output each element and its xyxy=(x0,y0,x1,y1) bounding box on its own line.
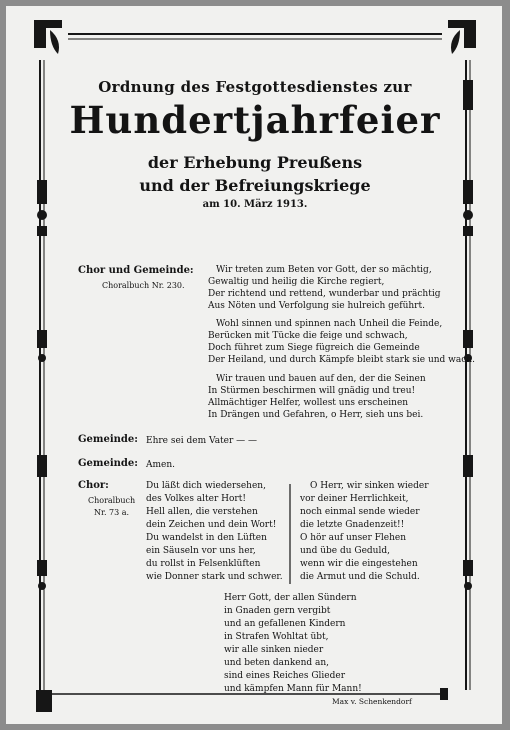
final-line-8: und kämpfen Mann für Mann! xyxy=(224,684,362,694)
heading-main: Hundertjahrfeier xyxy=(69,98,441,142)
chor-left-line-8: wie Donner stark und schwer. xyxy=(146,572,283,582)
ref-choralbuch-230: Choralbuch Nr. 230. xyxy=(102,281,185,290)
label-gemeinde-2: Gemeinde: xyxy=(78,458,138,469)
final-line-1: Herr Gott, der allen Sündern xyxy=(224,593,357,603)
label-chor: Chor: xyxy=(78,480,109,491)
chor-right-line-3: noch einmal sende wieder xyxy=(300,507,420,517)
chor-right-line-7: wenn wir die eingestehen xyxy=(300,559,418,569)
chor-right-line-1: O Herr, wir sinken wieder xyxy=(310,481,429,491)
final-line-3: und an gefallenen Kindern xyxy=(224,619,346,629)
final-line-2: in Gnaden gern vergibt xyxy=(224,606,331,616)
heading-date: am 10. März 1913. xyxy=(202,199,308,210)
text-amen: Amen. xyxy=(146,460,176,470)
chor-left-line-6: ein Säuseln vor uns her, xyxy=(146,546,256,556)
chor-right-line-2: vor deiner Herrlichkeit, xyxy=(300,494,409,504)
verse-1-line-1: Wir treten zum Beten vor Gott, der so mächtig, xyxy=(216,265,432,275)
verse-1-line-3: Der richtend und rettend, wunderbar und prächtig xyxy=(208,289,441,299)
verse-3-line-4: In Drängen und Gefahren, o Herr, sieh uns bei. xyxy=(208,410,424,420)
final-line-6: und beten dankend an, xyxy=(224,658,330,668)
verse-2-line-4: Der Heiland, und durch Kämpfe bleibt stark sie und wach. xyxy=(208,355,475,365)
chor-right-line-8: die Armut und die Schuld. xyxy=(300,572,420,582)
chor-left-line-2: des Volkes alter Hort! xyxy=(146,494,246,504)
verse-3-line-1: Wir trauen und bauen auf den, der die Seinen xyxy=(216,374,426,384)
verse-1-line-4: Aus Nöten und Verfolgung sie hulreich geführt. xyxy=(208,301,425,311)
label-gemeinde-1: Gemeinde: xyxy=(78,434,138,445)
verse-3-line-2: In Stürmen beschirmen will gnädig und treu! xyxy=(208,386,416,396)
chor-left-line-1: Du läßt dich wiedersehen, xyxy=(146,481,266,491)
verse-3-line-3: Allmächtiger Helfer, wollest uns erscheinen xyxy=(208,398,409,408)
chor-left-line-3: Hell allen, die verstehen xyxy=(146,507,258,517)
chor-right-line-4: die letzte Gnadenzeit!! xyxy=(300,520,405,530)
verse-2-line-2: Berücken mit Tücke die feige und schwach, xyxy=(208,331,408,341)
verse-2-line-1: Wohl sinnen und spinnen nach Unheil die Feinde, xyxy=(216,319,443,329)
chor-right-line-6: und übe du Geduld, xyxy=(300,546,390,556)
verse-2-line-3: Doch führet zum Siege fügreich die Gemeinde xyxy=(208,343,420,353)
heading-order: Ordnung des Festgottesdienstes zur xyxy=(98,78,412,96)
heading-line3: der Erhebung Preußens xyxy=(147,153,363,172)
author-signature: Max v. Schenkendorf xyxy=(332,697,412,706)
label-choir-congregation: Chor und Gemeinde: xyxy=(78,265,194,276)
final-line-4: in Strafen Wohltat übt, xyxy=(224,632,329,642)
final-line-5: wir alle sinken nieder xyxy=(224,645,324,655)
ref-choralbuch: Choralbuch xyxy=(88,496,136,505)
chor-left-line-7: du rollst in Felsenklüften xyxy=(146,559,261,569)
verse-1-line-2: Gewaltig und heilig die Kirche regiert, xyxy=(208,277,385,287)
chor-left-line-4: dein Zeichen und dein Wort! xyxy=(146,520,277,530)
chor-right-line-5: O hör auf unser Flehen xyxy=(300,533,407,543)
ref-nr-73a: Nr. 73 a. xyxy=(94,508,130,517)
heading-line4: und der Befreiungskriege xyxy=(139,176,371,195)
text-ehre: Ehre sei dem Vater — — xyxy=(146,436,258,446)
chor-left-line-5: Du wandelst in den Lüften xyxy=(146,533,267,543)
final-line-7: sind eines Reiches Glieder xyxy=(224,671,346,681)
